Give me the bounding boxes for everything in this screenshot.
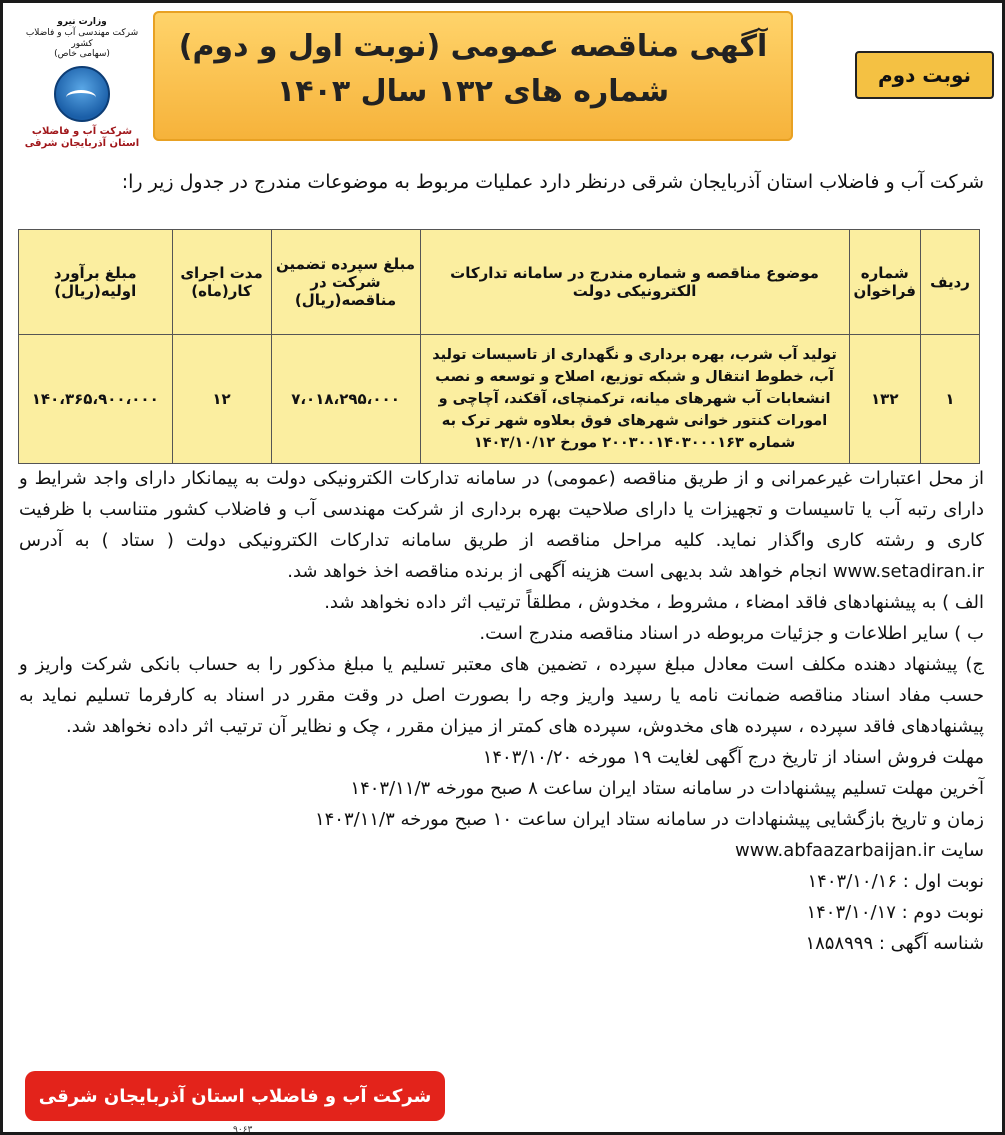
site-line <box>19 835 984 866</box>
cell-call-number: ۱۳۲ <box>849 335 920 464</box>
logo-company-bottom-2: استان آذربایجان شرقی <box>24 138 140 150</box>
body-paragraph-1 <box>19 463 984 587</box>
header-row-number: ردیف <box>921 230 980 335</box>
notice-title-line2: شماره های ۱۳۲ سال ۱۴۰۳ <box>276 74 670 109</box>
logo-company-top: شرکت مهندسی آب و فاضلاب کشور <box>25 27 139 49</box>
company-logo <box>17 17 147 150</box>
intro-paragraph: شرکت آب و فاضلاب استان آذربایجان شرقی درنظر دارد عملیات مربوط به موضوعات مندرج در جدول زیر را: <box>121 171 984 193</box>
clause-alef: الف ) به پیشنهادهای فاقد امضاء ، مشروط ، مخدوش ، مطلقاً ترتیب اثر داده نخواهد شد. <box>324 592 984 613</box>
notice-body <box>19 463 984 959</box>
logo-company-top-sub: (سهامی خاص) <box>54 49 110 60</box>
site-label: سایت <box>940 840 984 861</box>
clause-jim: ج) پیشنهاد دهنده مکلف است معادل مبلغ سپرده ، تضمین های معتبر تسلیم یا مبلغ مذکور را به حساب بانکی شرکت واریز و حسب مفاد اسناد مناقصه ضمانت نامه یا رسید واریز وجه را بصورت اصل در وقت مقرر در اسناد به کارفرما تسلیم نماید به پیشنهادهای فاقد سپرده ، سپرده های مخدوش، سپرده های کمتر از میزان مقرر ، چک و نظایر آن ترتیب اثر داده نخواهد شد. <box>19 654 984 737</box>
second-run-date: نوبت دوم : ۱۴۰۳/۱۰/۱۷ <box>806 902 984 923</box>
header-call-number: شماره فراخوان <box>849 230 920 335</box>
body-p1-text-b: انجام خواهد شد بدیهی است هزینه آگهی از برنده مناقصه اخذ خواهد شد. <box>287 561 828 582</box>
cell-row-number: ۱ <box>921 335 980 464</box>
table-row <box>19 335 980 464</box>
cell-deposit: ۷،۰۱۸،۲۹۵،۰۰۰ <box>271 335 420 464</box>
run-badge: نوبت دوم <box>855 51 994 99</box>
notice-title-line1: آگهی مناقصه عمومی (نوبت اول و دوم) <box>178 29 768 64</box>
company-footer-banner: شرکت آب و فاضلاب استان آذربایجان شرقی <box>25 1071 445 1121</box>
table-header-row <box>19 230 980 335</box>
water-drop-icon <box>54 66 110 122</box>
cell-subject: تولید آب شرب، بهره برداری و نگهداری از تاسیسات تولید آب، خطوط انتقال و شبکه توزیع، اصلاح و توسعه و نصب انشعابات آب شهرهای میانه، ترکمنچای، آقکند، آچاچی و امورات کنتور خوانی شهرهای فوق بعلاوه شهر ترک به شماره ۲۰۰۳۰۰۱۴۰۳۰۰۰۱۶۳ مورخ ۱۴۰۳/۱۰/۱۲ <box>420 335 849 464</box>
first-run-date: نوبت اول : ۱۴۰۳/۱۰/۱۶ <box>807 871 984 892</box>
logo-company-bottom-1: شرکت آب و فاضلاب <box>31 126 133 138</box>
header-subject: موضوع مناقصه و شماره مندرج در سامانه تدارکات الکترونیکی دولت <box>420 230 849 335</box>
logo-ministry: وزارت نیرو <box>57 17 107 27</box>
tender-table <box>18 229 980 464</box>
body-p1-text-a: از محل اعتبارات غیرعمرانی و از طریق مناقصه (عمومی) در سامانه تدارکات الکترونیکی دولت به پیمانکار دارای واجد شرایط و دارای رتبه آب یا تاسیسات و تجهیزات یا دارای صلاحیت بهره برداری از شرکت مهندسی آب و فاضلاب کشور متناسب با ظرفیت کاری و رشته کاری واگذار نماید. کلیه مراحل مناقصه از طریق سامانه تدارکات الکترونیکی دولت ( ستاد ) به آدرس <box>19 468 984 551</box>
clause-be: ب ) سایر اطلاعات و جزئیات مربوطه در اسناد مناقصه مندرج است. <box>479 623 984 644</box>
ad-id: شناسه آگهی : ۱۸۵۸۹۹۹ <box>805 933 984 954</box>
abfa-site-link[interactable]: www.abfaazarbaijan.ir <box>735 840 935 861</box>
ad-code: ۹۰۶۳ <box>233 1125 253 1135</box>
notice-header <box>153 11 793 141</box>
cell-estimate: ۱۴۰،۳۶۵،۹۰۰،۰۰۰ <box>19 335 173 464</box>
setadiran-link[interactable]: www.setadiran.ir <box>832 561 984 582</box>
deadline-submit: آخرین مهلت تسلیم پیشنهادات در سامانه ستاد ایران ساعت ۸ صبح مورخه ۱۴۰۳/۱۱/۳ <box>350 778 984 799</box>
opening-date: زمان و تاریخ بازگشایی پیشنهادات در سامانه ستاد ایران ساعت ۱۰ صبح مورخه ۱۴۰۳/۱۱/۳ <box>314 809 984 830</box>
header-deposit: مبلغ سپرده تضمین شرکت در مناقصه(ریال) <box>271 230 420 335</box>
cell-duration: ۱۲ <box>172 335 271 464</box>
deadline-sale: مهلت فروش اسناد از تاریخ درج آگهی لغایت ۱۹ مورخه ۱۴۰۳/۱۰/۲۰ <box>482 747 984 768</box>
header-estimate: مبلغ برآورد اولیه(ریال) <box>19 230 173 335</box>
header-duration: مدت اجرای کار(ماه) <box>172 230 271 335</box>
